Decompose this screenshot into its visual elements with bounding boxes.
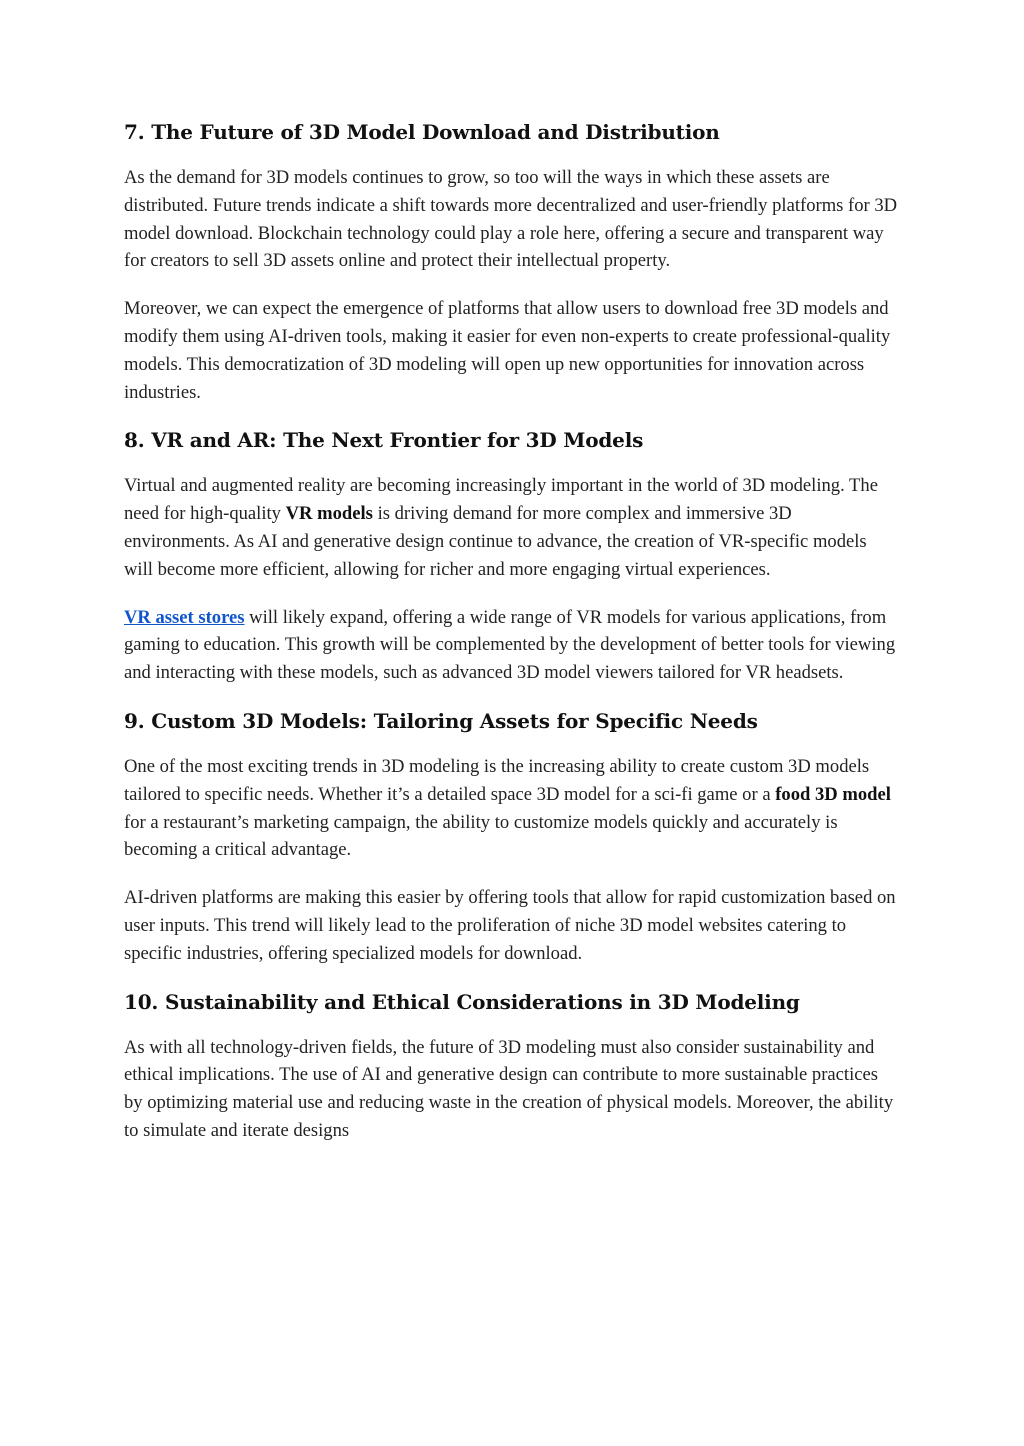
document-page: [124, 118, 900, 1165]
section-heading: 10. Sustainability and Ethical Considerations in 3D Modeling: [124, 989, 800, 1014]
section-10: [124, 988, 900, 1145]
section-heading: 8. VR and AR: The Next Frontier for 3D Models: [124, 428, 644, 453]
vr-asset-stores-link[interactable]: VR asset stores: [124, 606, 245, 628]
section-heading: 9. Custom 3D Models: Tailoring Assets for Specific Needs: [124, 708, 758, 733]
paragraph: As with all technology-driven fields, the future of 3D modeling must also consider sustainability and ethical implications. The use of AI and generative design can contribute to more sustainable practices by optimizing material use and reducing waste in the creation of physical models. Moreover, the ability to simulate and iterate designs: [124, 1036, 894, 1141]
text-run: will likely expand, offering a wide range of VR models for various applications, from gaming to education. This growth will be complemented by the development of better tools for viewing and interacting with these models, such as advanced 3D model viewers tailored for VR headsets.: [124, 606, 896, 684]
section-7: [124, 118, 900, 406]
text-run: One of the most exciting trends in 3D modeling is the increasing ability to create custom 3D models tailored to specific needs. Whether it’s a detailed space 3D model for a sci-fi game or a: [124, 755, 870, 805]
text-run: Virtual and augmented reality are becoming increasingly important in the world of 3D modeling. The need for high-quality: [124, 475, 878, 525]
bold-term: VR models: [285, 503, 373, 525]
text-run: is driving demand for more complex and immersive 3D environments. As AI and generative design continue to advance, the creation of VR-specific models will become more efficient, allowing for richer and more engaging virtual experiences.: [124, 503, 867, 580]
paragraph: [124, 753, 900, 864]
paragraph: As the demand for 3D models continues to grow, so too will the ways in which these assets are distributed. Future trends indicate a shift towards more decentralized and user-friendly platforms for 3D model download. Blockchain technology could play a role here, offering a secure and transparent way for creators to sell 3D assets online and protect their intellectual property.: [124, 167, 898, 272]
section-9: [124, 707, 900, 968]
text-run: for a restaurant’s marketing campaign, the ability to customize models quickly and accurately is becoming a critical advantage.: [124, 811, 838, 861]
paragraph: [124, 472, 900, 583]
paragraph: AI-driven platforms are making this easier by offering tools that allow for rapid customization based on user inputs. This trend will likely lead to the proliferation of niche 3D model websites catering to specific industries, offering specialized models for download.: [124, 887, 896, 964]
section-8: [124, 426, 900, 687]
paragraph: Moreover, we can expect the emergence of platforms that allow users to download free 3D models and modify them using AI-driven tools, making it easier for even non-experts to create professional-quality models. This democratization of 3D modeling will open up new opportunities for innovation across industries.: [124, 298, 891, 403]
bold-term: food 3D model: [775, 783, 891, 805]
paragraph: [124, 604, 900, 687]
section-heading: 7. The Future of 3D Model Download and Distribution: [124, 120, 720, 144]
